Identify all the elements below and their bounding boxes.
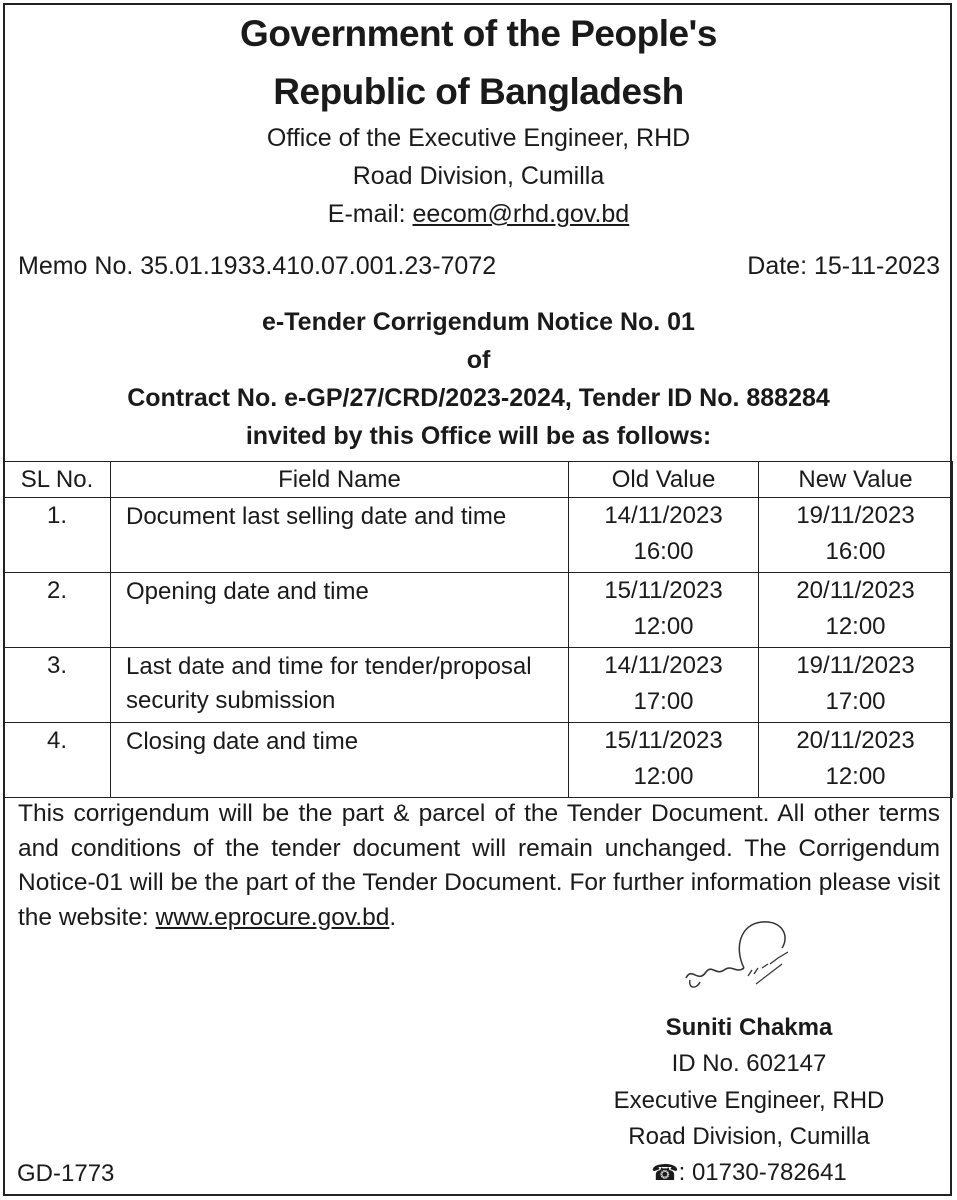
header-sl: SL No. bbox=[4, 462, 111, 498]
footer-code: GD-1773 bbox=[17, 1160, 115, 1187]
row-sl: 1. bbox=[4, 498, 111, 573]
signatory-designation: Executive Engineer, RHD bbox=[613, 1087, 885, 1114]
table-row bbox=[4, 498, 953, 573]
new-time: 16:00 bbox=[825, 538, 886, 565]
memo-number: Memo No. 35.01.1933.410.07.001.23-7072 bbox=[18, 252, 497, 280]
notice-heading-line1: e-Tender Corrigendum Notice No. 01 bbox=[262, 308, 695, 336]
row-field: Document last selling date and time bbox=[111, 498, 569, 573]
row-new-value bbox=[759, 573, 953, 648]
signatory-phone[interactable]: : 01730-782641 bbox=[678, 1159, 847, 1186]
notice-heading-line3: Contract No. e-GP/27/CRD/2023-2024, Tender ID No. 888284 bbox=[127, 384, 830, 412]
signatory-id: ID No. 602147 bbox=[671, 1050, 827, 1077]
old-time: 12:00 bbox=[633, 613, 694, 640]
signatory-division: Road Division, Cumilla bbox=[628, 1123, 870, 1150]
header-field-name: Field Name bbox=[111, 462, 569, 498]
paragraph-text: This corrigendum will be the part & parcel of the Tender Document. All other terms and conditions of the tender document will remain unchanged. The Corrigendum Notice-01 will be the part of the Tender Document. For further information please visit the website: bbox=[18, 800, 940, 931]
table-header-row bbox=[4, 462, 953, 498]
row-sl: 2. bbox=[4, 573, 111, 648]
email-link[interactable]: eecom@rhd.gov.bd bbox=[412, 200, 630, 228]
row-old-value bbox=[569, 648, 759, 723]
old-date: 14/11/2023 bbox=[604, 652, 723, 679]
old-date: 15/11/2023 bbox=[604, 727, 723, 754]
old-time: 12:00 bbox=[633, 763, 694, 790]
new-time: 12:00 bbox=[825, 763, 886, 790]
office-name: Office of the Executive Engineer, RHD bbox=[266, 124, 691, 152]
new-date: 19/11/2023 bbox=[796, 502, 915, 529]
new-time: 17:00 bbox=[825, 688, 886, 715]
handwritten-signature bbox=[678, 918, 808, 1000]
website-link[interactable]: www.eprocure.gov.bd bbox=[155, 903, 390, 931]
row-new-value bbox=[759, 723, 953, 798]
old-time: 17:00 bbox=[633, 688, 694, 715]
notice-heading-line4: invited by this Office will be as follows: bbox=[245, 422, 712, 450]
memo-date: Date: 15-11-2023 bbox=[747, 252, 940, 280]
govt-title-line1: Government of the People's bbox=[240, 13, 717, 54]
corrigendum-paragraph bbox=[18, 797, 940, 935]
new-date: 20/11/2023 bbox=[796, 727, 915, 754]
division-name: Road Division, Cumilla bbox=[352, 162, 605, 190]
row-sl: 3. bbox=[4, 648, 111, 723]
header-old-value: Old Value bbox=[569, 462, 759, 498]
row-new-value bbox=[759, 648, 953, 723]
corrigendum-table bbox=[3, 461, 953, 798]
row-field: Last date and time for tender/proposal security submission bbox=[111, 648, 569, 723]
signatory-name: Suniti Chakma bbox=[665, 1014, 833, 1041]
telephone-icon: ☎ bbox=[651, 1160, 679, 1185]
govt-title-line2: Republic of Bangladesh bbox=[273, 71, 684, 112]
old-date: 15/11/2023 bbox=[604, 577, 723, 604]
table-row bbox=[4, 573, 953, 648]
new-time: 12:00 bbox=[825, 613, 886, 640]
notice-heading-line2: of bbox=[466, 346, 491, 374]
row-sl: 4. bbox=[4, 723, 111, 798]
table-row bbox=[4, 723, 953, 798]
email-line bbox=[0, 198, 957, 230]
row-old-value bbox=[569, 573, 759, 648]
row-field: Closing date and time bbox=[111, 723, 569, 798]
table-row bbox=[4, 648, 953, 723]
row-old-value bbox=[569, 723, 759, 798]
row-field: Opening date and time bbox=[111, 573, 569, 648]
signatory-phone-line bbox=[560, 1157, 938, 1189]
email-label: E-mail: bbox=[327, 200, 413, 228]
new-date: 19/11/2023 bbox=[796, 652, 915, 679]
old-date: 14/11/2023 bbox=[604, 502, 723, 529]
new-date: 20/11/2023 bbox=[796, 577, 915, 604]
row-old-value bbox=[569, 498, 759, 573]
header-new-value: New Value bbox=[759, 462, 953, 498]
row-new-value bbox=[759, 498, 953, 573]
paragraph-end: . bbox=[389, 903, 397, 931]
old-time: 16:00 bbox=[633, 538, 694, 565]
